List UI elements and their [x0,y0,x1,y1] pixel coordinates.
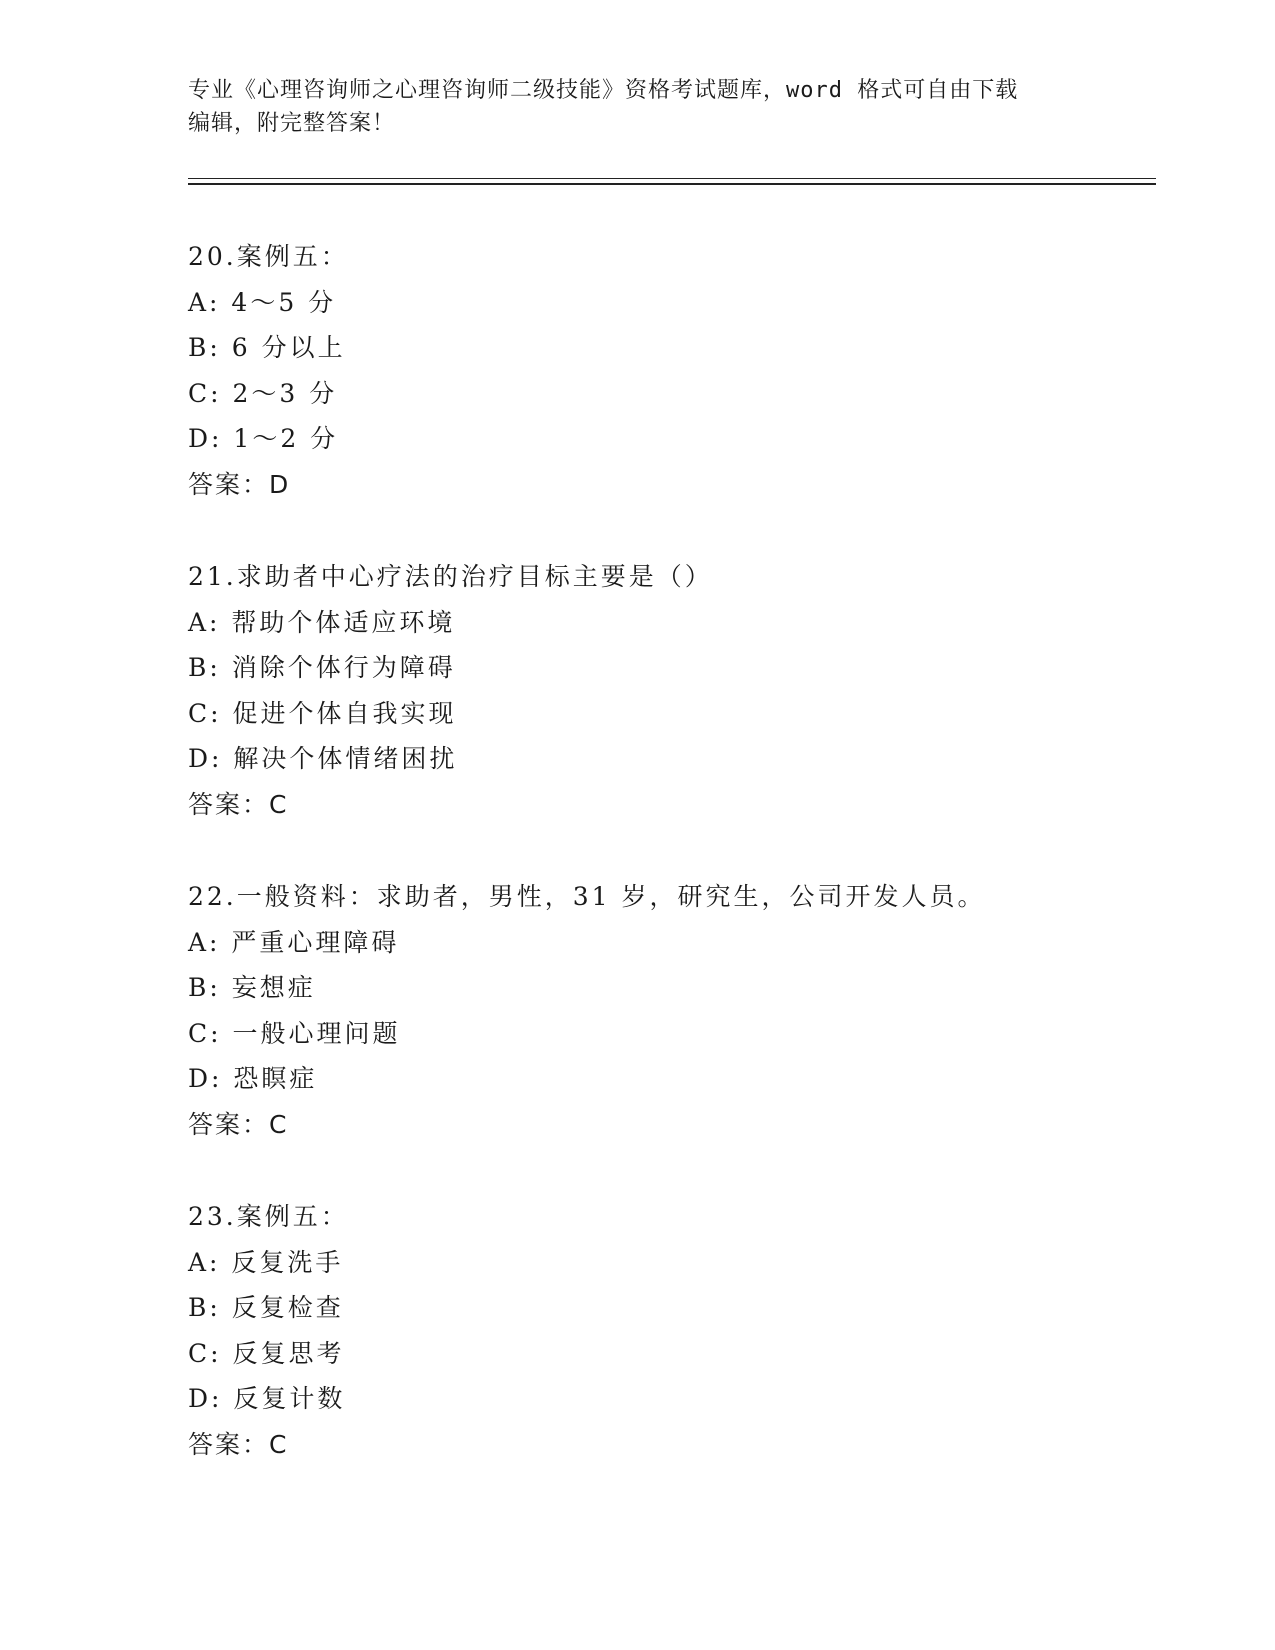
question-stem: 21.求助者中心疗法的治疗目标主要是（） [188,562,713,591]
question-block [188,1194,1156,1467]
option-b: B: 反复检查 [188,1293,344,1322]
document-header [188,74,1088,140]
answer-line: 答案：C [188,1429,289,1459]
option-a: A: 4～5 分 [188,287,337,317]
answer-line: 答案：C [188,789,289,819]
question-block [188,874,1156,1147]
question-block [188,554,1156,827]
header-line-2: 编辑，附完整答案！ [188,111,396,136]
option-d: D: 恐瞑症 [188,1064,318,1093]
question-block [188,234,1156,507]
option-c: C: 一般心理问题 [188,1018,401,1048]
option-c: C: 2～3 分 [188,378,338,408]
answer-line: 答案：D [188,469,291,499]
option-d: D: 反复计数 [188,1384,346,1413]
question-stem: 22.一般资料：求助者，男性，31 岁，研究生，公司开发人员。 [188,882,986,911]
header-line-1: 专业《心理咨询师之心理咨询师二级技能》资格考试题库，word 格式可自由下载 [188,78,1019,103]
option-d: D: 解决个体情绪困扰 [188,744,458,773]
question-stem: 20.案例五： [188,242,349,271]
header-divider-thin [188,178,1156,179]
option-a: A: 严重心理障碍 [188,927,400,957]
question-stem: 23.案例五： [188,1202,349,1231]
option-d: D: 1～2 分 [188,424,339,453]
option-a: A: 帮助个体适应环境 [188,607,456,637]
option-c: C: 反复思考 [188,1338,345,1368]
answer-line: 答案：C [188,1109,289,1139]
header-divider-thick [188,183,1156,185]
option-c: C: 促进个体自我实现 [188,698,457,728]
option-a: A: 反复洗手 [188,1247,344,1277]
option-b: B: 消除个体行为障碍 [188,653,456,682]
option-b: B: 6 分以上 [188,333,346,362]
option-b: B: 妄想症 [188,973,316,1002]
